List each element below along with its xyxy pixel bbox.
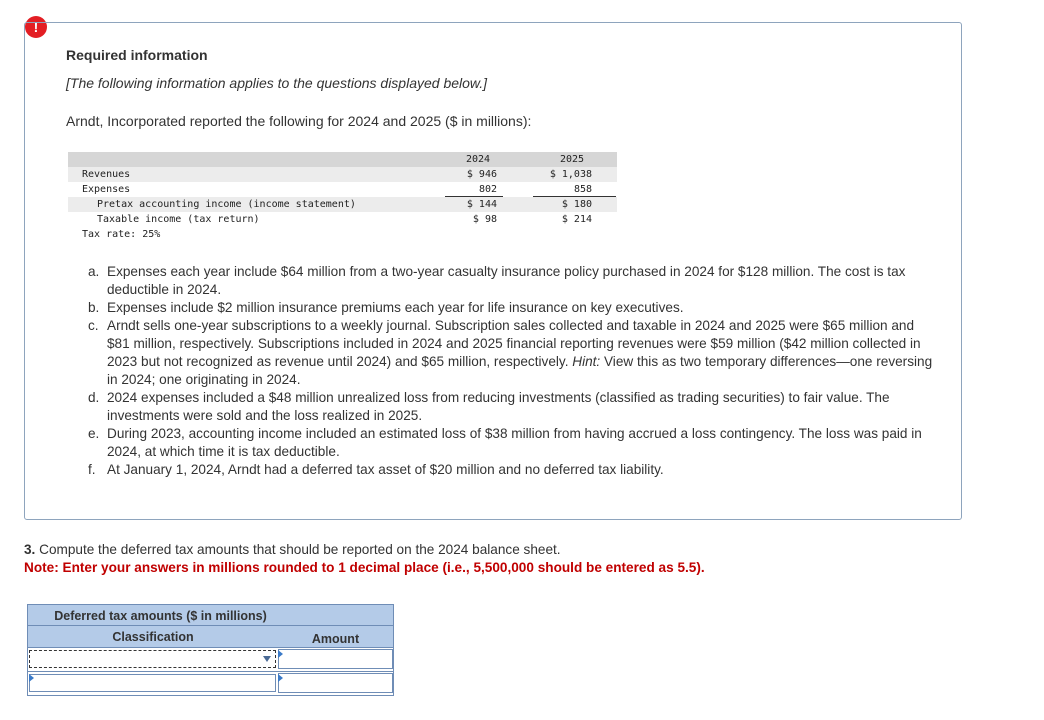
list-item [88,263,938,299]
input-flag-icon [278,650,283,658]
item-letter: d. [88,390,100,405]
classification-header: Classification [112,630,194,644]
question-text [24,542,561,557]
amount-input[interactable] [278,649,393,669]
row-value-2024: $ 144 [466,199,497,210]
table-row [68,167,617,182]
row-value-2024: $ 98 [472,214,497,225]
row-label: Taxable income (tax return) [97,214,260,225]
chevron-down-icon[interactable] [263,656,271,662]
amount-header: Amount [311,632,360,646]
amount-input[interactable] [278,673,393,693]
item-letter: e. [88,426,100,441]
required-info-note: [The following information applies to the questions displayed below.] [66,75,488,91]
row-label: Revenues [82,169,131,180]
answer-row [27,672,394,696]
tax-rate: Tax rate: 25% [82,229,161,240]
required-info-title: Required information [66,47,208,63]
input-flag-icon [29,674,34,682]
alert-icon: ! [25,16,47,38]
list-item [88,425,938,461]
row-value-2024: $ 946 [466,169,497,180]
item-text: During 2023, accounting income included an estimated loss of $38 million from having accrued a loss contingency. The loss was paid in 2024, at which time it is tax deductible. [107,426,922,459]
question-body: Compute the deferred tax amounts that should be reported on the 2024 balance sheet. [35,542,561,557]
row-value-2025: $ 1,038 [549,169,592,180]
item-text: At January 1, 2024, Arndt had a deferred tax asset of $20 million and no deferred tax liability. [107,462,664,477]
list-item [88,389,938,425]
question-number: 3. [24,542,36,557]
list-item [88,317,938,389]
financial-table-header [68,152,617,167]
answer-table-title: Deferred tax amounts ($ in millions) [27,604,394,626]
table-row [68,197,617,212]
answer-row [27,648,394,672]
classification-dropdown[interactable] [29,650,276,668]
list-item [88,461,938,479]
column-header-2025: 2025 [550,152,594,167]
answer-note: Note: Enter your answers in millions rounded to 1 decimal place (i.e., 5,500,000 should be entered as 5.5). [24,560,705,575]
row-value-2025: 858 [573,184,592,195]
intro-text: Arndt, Incorporated reported the following for 2024 and 2025 ($ in millions): [66,113,532,129]
item-text: Arndt sells one-year subscriptions to a weekly journal. Subscription sales collected and taxable in 2024 and 2025 were $65 million and $81 million, respectively. Subscriptions included in 2024 and 2025 financial reporting revenues were $59 million ($42 million collected in 2023 but not recognized as revenue until 2024) and $65 million, respectively. [107,318,921,369]
column-header-2024: 2024 [458,152,498,167]
row-value-2025: $ 180 [561,199,592,210]
information-items [88,263,938,479]
item-text: Expenses each year include $64 million from a two-year casualty insurance policy purchased in 2024 for $128 million. The cost is tax deductible in 2024. [107,264,906,297]
hint-label: Hint: [572,354,601,369]
table-row [68,212,617,227]
item-letter: b. [88,300,100,315]
row-label: Pretax accounting income (income statement) [97,199,356,210]
item-letter: a. [88,264,100,279]
row-value-2025: $ 214 [561,214,592,225]
financial-table [68,152,617,242]
item-text: View this as two temporary differences—one reversing in 2024; one originating in 2024. [107,354,933,387]
answer-table-header [27,626,394,648]
table-row [68,227,617,242]
row-value-2024: 802 [478,184,497,195]
item-letter: c. [88,318,99,333]
input-flag-icon [278,674,283,682]
list-item [88,299,938,317]
row-label: Expenses [82,184,131,195]
item-text: 2024 expenses included a $48 million unrealized loss from reducing investments (classified as trading securities) to fair value. The investments were sold and the loss realized in 2025. [107,390,890,423]
item-letter: f. [88,462,96,477]
classification-dropdown[interactable] [29,674,276,692]
item-text: Expenses include $2 million insurance premiums each year for life insurance on key executives. [107,300,684,315]
table-row [68,182,617,197]
